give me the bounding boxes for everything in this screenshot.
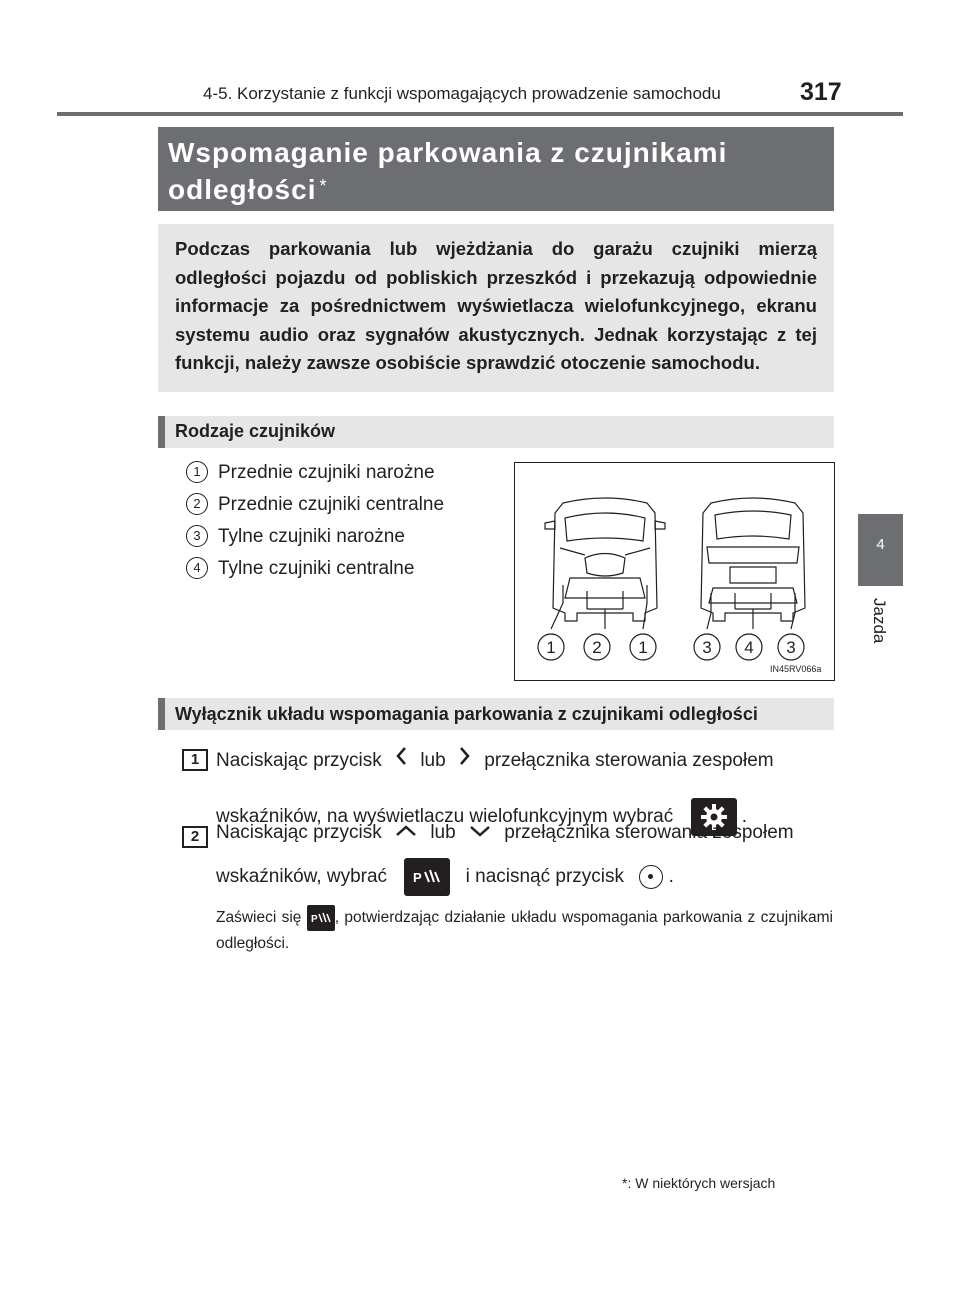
step-2-line-2 (216, 858, 674, 896)
running-header: 4-5. Korzystanie z funkcji wspomagających prowadzenie samochodu (203, 84, 721, 103)
svg-text:P: P (413, 870, 423, 885)
callout-number: 2 (186, 493, 208, 515)
figure-code: IN45RV066a (770, 664, 822, 674)
footnote-asterisk: * (622, 1175, 628, 1191)
car-illustration (515, 463, 834, 680)
figure-callout-3b: 3 (786, 638, 796, 657)
chapter-label: Jazda (870, 598, 889, 644)
chevron-up-icon (395, 822, 417, 844)
step-text: przełącznika sterowania zespołem (484, 750, 774, 771)
figure-callout-3a: 3 (702, 638, 712, 657)
footnote-text: : W niektórych wersjach (627, 1175, 776, 1191)
figure-callout-1b: 1 (638, 638, 648, 657)
step-text: Naciskając przycisk (216, 750, 382, 771)
step-text: lub (420, 750, 446, 771)
step-text: . (668, 866, 674, 888)
figure-callout-1a: 1 (546, 638, 556, 657)
ok-button-icon (639, 865, 663, 889)
list-item (186, 525, 405, 548)
title-asterisk: * (319, 176, 328, 196)
callout-number: 4 (186, 557, 208, 579)
list-item (186, 493, 444, 516)
callout-number: 1 (186, 461, 208, 483)
note-text (216, 905, 833, 956)
page-number: 317 (800, 78, 842, 106)
step-text: wskaźników, wybrać (216, 866, 388, 888)
list-item-label: Tylne czujniki narożne (218, 526, 405, 547)
note-part: Zaświeci się (216, 909, 302, 927)
callout-number: 3 (186, 525, 208, 547)
section-bar (158, 698, 165, 730)
step-1-line-1 (216, 746, 774, 772)
header-rule (57, 112, 903, 116)
chapter-number: 4 (876, 536, 885, 553)
list-item-label: Przednie czujniki narożne (218, 462, 435, 483)
step-number-1: 1 (182, 749, 208, 771)
list-item (186, 557, 414, 580)
page-title (168, 134, 828, 208)
step-text: przełącznika sterowania zespołem (504, 822, 794, 843)
step-text: i nacisnąć przycisk (465, 866, 625, 888)
step-text: lub (430, 822, 456, 843)
chevron-left-icon (395, 746, 407, 772)
footnote (622, 1175, 775, 1191)
step-text: . (741, 806, 748, 828)
sensor-figure (514, 462, 835, 681)
step-2-line-1 (216, 822, 794, 844)
section-title-switch: Wyłącznik układu wspomagania parkowania z czujnikami odległości (175, 704, 758, 724)
list-item (186, 461, 435, 484)
chevron-right-icon (459, 746, 471, 772)
step-number-2: 2 (182, 826, 208, 848)
title-text: Wspomaganie parkowania z czujnikami odległości (168, 137, 728, 205)
list-item-label: Tylne czujniki centralne (218, 558, 415, 579)
svg-text:P: P (310, 914, 318, 925)
parking-sensor-icon (404, 858, 450, 896)
intro-text: Podczas parkowania lub wjeżdżania do garażu czujniki mierzą odległości pojazdu od pobliskich przeszkód i przekazują odpowiednie informacje za pośrednictwem wyświetlacza wielofunkcyjnego, ekranu systemu audio oraz sygnałów akustycznych. Jednak korzystając z tej funkcji, należy zawsze osobiście sprawdzić otoczenie samochodu. (175, 238, 817, 373)
section-bar (158, 416, 165, 448)
step-text: Naciskając przycisk (216, 822, 382, 843)
section-title-sensors: Rodzaje czujników (175, 421, 336, 441)
note-part: , potwierdzając działanie układu wspomagania parkowania z czujnikami odległości. (216, 909, 833, 952)
chevron-down-icon (469, 822, 491, 844)
figure-callout-4: 4 (744, 638, 754, 657)
step-text: wskaźników, na wyświetlaczu wielofunkcyjnym wybrać (216, 806, 674, 828)
list-item-label: Przednie czujniki centralne (218, 494, 445, 515)
figure-callout-2: 2 (592, 638, 602, 657)
parking-sensor-indicator-icon (307, 905, 335, 931)
